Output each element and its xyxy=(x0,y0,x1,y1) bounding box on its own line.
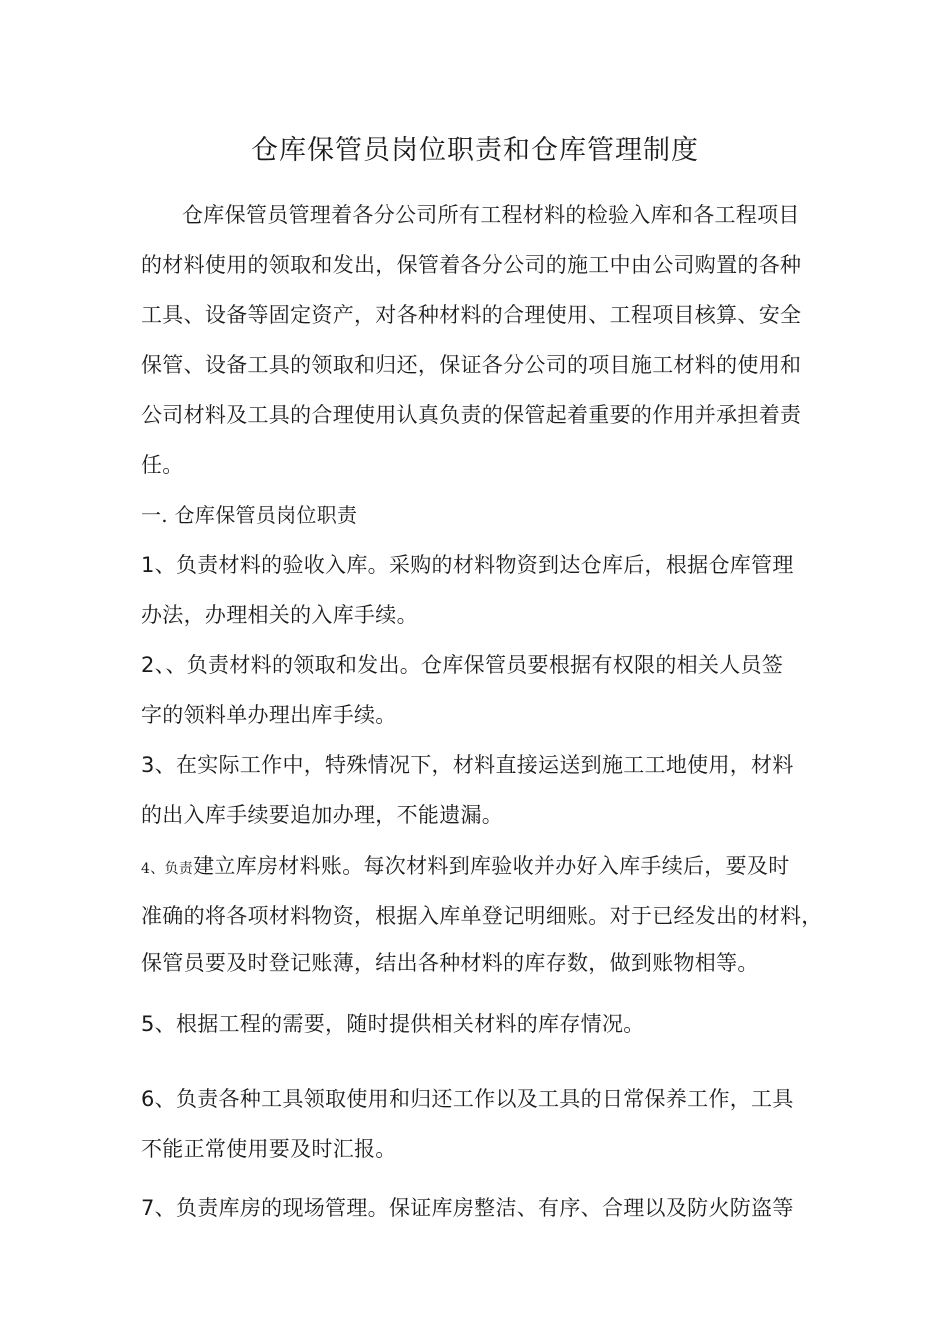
intro-line: 保管、设备工具的领取和归还，保证各分公司的项目施工材料的使用和 xyxy=(141,353,802,377)
list-item-line: 3、在实际工作中，特殊情况下，材料直接运送到施工工地使用，材料 xyxy=(141,753,794,777)
intro-line: 的材料使用的领取和发出，保管着各分公司的施工中由公司购置的各种 xyxy=(141,253,802,277)
list-item-line xyxy=(141,850,790,880)
list-item-line: 2、、负责材料的领取和发出。仓库保管员要根据有权限的相关人员签 xyxy=(141,653,784,677)
list-item-line: 5、根据工程的需要，随时提供相关材料的库存情况。 xyxy=(141,1012,645,1036)
item-prefix: 4、负责 xyxy=(141,861,194,877)
list-item-line: 保管员要及时登记账薄，结出各种材料的库存数，做到账物相等。 xyxy=(141,951,759,975)
intro-line: 公司材料及工具的合理使用认真负责的保管起着重要的作用并承担着责 xyxy=(141,403,802,427)
intro-line: 仓库保管员管理着各分公司所有工程材料的检验入库和各工程项目 xyxy=(182,203,800,227)
list-item-line: 不能正常使用要及时汇报。 xyxy=(141,1137,397,1161)
list-item-line: 1、负责材料的验收入库。采购的材料物资到达仓库后，根据仓库管理 xyxy=(141,553,794,577)
list-item-line: 的出入库手续要追加办理，不能遗漏。 xyxy=(141,803,504,827)
list-item-line: 办法，办理相关的入库手续。 xyxy=(141,603,418,627)
intro-line: 任。 xyxy=(141,453,184,477)
item-text: 建立库房材料账。每次材料到库验收并办好入库手续后，要及时 xyxy=(193,854,790,878)
document-title: 仓库保管员岗位职责和仓库管理制度 xyxy=(251,135,699,166)
list-item-line: 字的领料单办理出库手续。 xyxy=(141,703,397,727)
intro-line: 工具、设备等固定资产，对各种材料的合理使用、工程项目核算、安全 xyxy=(141,303,802,327)
list-item-line: 6、负责各种工具领取使用和归还工作以及工具的日常保养工作，工具 xyxy=(141,1087,794,1111)
list-item-line: 7、负责库房的现场管理。保证库房整洁、有序、合理以及防火防盗等 xyxy=(141,1196,794,1220)
list-item-line: 准确的将各项材料物资，根据入库单登记明细账。对于已经发出的材料， xyxy=(141,904,823,928)
section-heading: 一. 仓库保管员岗位职责 xyxy=(141,503,358,527)
